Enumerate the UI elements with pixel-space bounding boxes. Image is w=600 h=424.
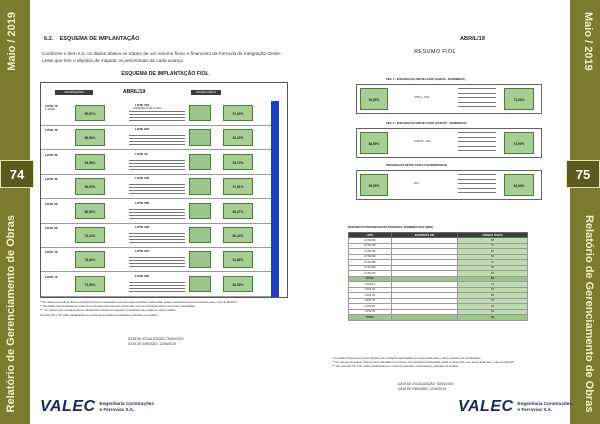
table-total-row — [349, 315, 528, 321]
logo-subtitle-line2: e Ferrovias S.A. — [517, 407, 553, 412]
resumo-block-label: FIOL — [414, 182, 420, 185]
table-cell: 88 — [457, 293, 527, 299]
sheet-head-contract: INFORMAÇÕES CONTRATUAIS — [55, 90, 93, 95]
footnote: * Os valores de avanço físico e financeiro foram calculados com base nas medições elaboradas pelas construtoras com acumulado até o mês de abril/19. — [40, 300, 238, 304]
table-cell: LOTE 01F — [349, 238, 392, 244]
table-cell: 47 — [457, 243, 527, 249]
right-notes — [332, 356, 562, 369]
right-page-number: 75 — [566, 160, 600, 188]
section-number: 6.2. — [44, 36, 54, 42]
left-page-number: 74 — [0, 160, 34, 188]
table-cell: 98 — [457, 238, 527, 244]
table-cell: 80 — [457, 276, 527, 282]
table-cell: LOTE 4F — [349, 298, 392, 304]
table-cell: LOTE 3F — [349, 293, 392, 299]
progress-table — [348, 232, 528, 321]
update-date: DATA DE ATUALIZAÇÃO: 30/04/2019 — [128, 337, 184, 341]
lot-right-pct: 89,27% — [223, 203, 253, 219]
table-cell: 93 — [457, 287, 527, 293]
lot-green-pct: 73,95% — [75, 276, 105, 292]
table-cell: LOTE 07F — [349, 271, 392, 277]
implantation-sheet — [40, 82, 288, 298]
lot-name: LOTE 1F — [45, 104, 58, 108]
issue-date: DATA DE EMISSÃO: 12/06/2019 — [398, 387, 446, 391]
col-header: LOTE — [349, 233, 392, 238]
table-cell: TOTAL — [349, 315, 392, 321]
left-side-band — [0, 0, 30, 424]
update-date: DATA DE ATUALIZAÇÃO: 30/04/2019 — [398, 382, 454, 386]
left-band-date: Maio / 2019 — [6, 12, 18, 71]
resumo-left-pct: 99,55% — [360, 174, 388, 196]
lot-name: LOTE 5F — [45, 201, 58, 206]
left-footnotes — [40, 300, 290, 317]
table-cell: 69 — [457, 309, 527, 315]
table-cell: 84 — [457, 315, 527, 321]
resumo-right-pct: 63,54% — [504, 174, 534, 196]
lot-service: LOTE 3F — [135, 151, 148, 156]
table-cell: LOTE 5F — [349, 304, 392, 310]
resumo-left-pct: 90,59% — [360, 88, 388, 110]
sheet-head-month: ABRIL/19 — [123, 89, 146, 95]
logo-subtitle — [100, 401, 154, 412]
lot-green-pct: 95,57% — [75, 105, 105, 121]
resumo-block-caption: FIOL 1 - INTEGRAÇÃO OESTE-LESTE (ILHÉUS - BARREIRAS) — [386, 78, 465, 81]
lot-service: LOTE 07F — [135, 249, 150, 254]
note: ** Os valores de avanço físico foram calculados com base nas medições elaboradas pelas construtoras com acumulado até o mês de abril/19. — [332, 360, 515, 365]
resumo-block-caption: FIOL 2 - INTEGRAÇÃO OESTE-LESTE (CAETITÉ - BARREIRAS) — [386, 122, 467, 125]
left-valec-logo — [40, 398, 154, 416]
table-cell: 76 — [457, 260, 527, 266]
left-date-notes — [128, 337, 183, 347]
table-cell: 84 — [457, 271, 527, 277]
table-cell: LOTE 02F — [349, 243, 392, 249]
lot-right-pct: 80,44% — [223, 227, 253, 243]
lot-right-pct: 97,91% — [223, 178, 253, 194]
table-cell: LOTE 2F — [349, 287, 392, 293]
logo-wordmark: VALEC — [40, 398, 96, 415]
lot-service-sub: CONSÓRCIO ELO FIOL — [133, 107, 162, 110]
table-cell: TOTAL — [349, 276, 392, 282]
table-cell: 93 — [457, 304, 527, 310]
table-cell: 74 — [457, 282, 527, 288]
right-date-notes — [398, 382, 453, 392]
implantation-table-title: ESQUEMA DE IMPLANTAÇÃO FIOL — [121, 71, 209, 77]
table-cell: LOTE 6F — [349, 309, 392, 315]
footnote: ** Os dados apresentados se referem à extensão dos lotes de construção ora em execução pelas empresas contratadas. — [40, 304, 196, 309]
lot-green-pct: 86,96% — [75, 203, 105, 219]
col-header: AVANÇO FÍSICO — [457, 233, 527, 238]
lot-service: LOTE 05F — [135, 200, 150, 205]
lot-green-pct: 95,99% — [75, 178, 105, 194]
resumo-right-pct: 72,90% — [504, 132, 534, 154]
lot-name: LOTE 4F — [45, 177, 58, 182]
lot-progress-cell — [189, 105, 211, 121]
logo-subtitle-line1: Engenharia Construções — [99, 401, 154, 407]
right-section-title: ABRIL/19 — [460, 36, 485, 42]
lot-right-pct: 97,55% — [223, 105, 253, 121]
resumo-block-label: LOTE 2F - FIOL — [414, 140, 432, 143]
col-header: EXTENSÃO KM — [391, 233, 457, 238]
lot-progress-cell — [189, 129, 211, 145]
lot-subtitle: 1ª FASE — [45, 108, 55, 111]
lot-name: LOTE 7F — [45, 250, 58, 255]
lot-right-pct: 92,30% — [223, 129, 253, 145]
table-cell: LOTE 06F — [349, 265, 392, 271]
lot-right-pct: 82,35% — [223, 276, 253, 292]
table-cell: LOTE 05F — [349, 260, 392, 266]
lot-service: LOTE 04F — [135, 176, 150, 181]
right-page — [300, 0, 600, 424]
lot-progress-cell — [189, 251, 211, 267]
right-band-date: Maio / 2019 — [582, 12, 594, 71]
resumo-block-caption: INTEGRAÇÃO OESTE-LESTE (FIGUEIRÓPOLIS) — [386, 164, 448, 167]
lot-progress-cell — [189, 203, 211, 219]
issue-date: DATA DE EMISSÃO: 12/06/2019 — [128, 342, 176, 346]
table-cell — [391, 315, 457, 321]
lot-green-pct: 75,33% — [75, 227, 105, 243]
lot-name: LOTE 2F — [45, 128, 58, 133]
resumo-left-pct: 88,89% — [360, 132, 388, 154]
note: *** Os lotes 2F, 3F e 4F estão paralisados por conta de questões contratuais e judiciais em análise. — [332, 364, 460, 369]
right-valec-logo — [458, 398, 572, 416]
lot-green-pct: 88,56% — [75, 129, 105, 145]
table-cell: LOTE 1F — [349, 282, 392, 288]
resumo-title: RESUMO FIOL — [414, 49, 456, 55]
lot-right-pct: 81,86% — [223, 251, 253, 267]
table-cell: 78 — [457, 298, 527, 304]
resumo-block-label: LOTE 1 - FIOL — [414, 96, 430, 99]
lot-progress-cell — [189, 276, 211, 292]
lot-green-pct: 78,84% — [75, 251, 105, 267]
resumo-right-pct: 73,09% — [504, 88, 534, 110]
logo-wordmark: VALEC — [458, 398, 514, 415]
note: * Os dados financeiros foram obtidos nas medições aprovadas com acumulado até o último relatório de fiscalização. — [332, 356, 482, 360]
table-cell: 82 — [457, 254, 527, 260]
section-title: ESQUEMA DE IMPLANTAÇÃO — [59, 36, 140, 42]
lot-service: LOTE 01F — [135, 103, 150, 107]
left-band-report-title: Relatório de Gerenciamento de Obras — [5, 214, 17, 412]
lot-progress-cell — [189, 227, 211, 243]
lot-progress-cell — [189, 154, 211, 170]
table-cell: 83 — [457, 265, 527, 271]
logo-subtitle — [518, 401, 572, 412]
table-cell: LOTE 03F — [349, 249, 392, 255]
logo-subtitle-line2: e Ferrovias S.A. — [99, 407, 135, 412]
sheet-head-progress: AVANÇO FÍSICO — [191, 90, 221, 95]
table-cell: 56 — [457, 249, 527, 255]
table-cell: LOTE 04F — [349, 254, 392, 260]
lot-name: LOTE 1F — [45, 274, 58, 279]
lot-right-pct: 94,72% — [223, 154, 253, 170]
lot-green-pct: 93,58% — [75, 154, 105, 170]
intro-paragraph: Conforme o item 5.2, os dados abaixo se tratam de um resumo físico e financeiro da Ferrovia de Integração Oeste-Leste que tem o objetivo de mapear os percentuais de cada avanço. — [42, 51, 282, 63]
progress-table-caption: RESUMO DO PROGRESSO DE EXPANSÃO TERMINOLOGIA (DIPA) — [348, 226, 434, 229]
right-band-report-title: Relatório de Gerenciamento de Obras — [583, 214, 595, 412]
lot-name: LOTE 6F — [45, 226, 58, 230]
section-heading — [44, 36, 139, 42]
footnote: Os lotes 2F e 3F estão paralisados por conta de questões contratuais e judiciais em análise. — [40, 312, 159, 317]
footnote: *** Os valores dos contratos foram atualizados conforme reajustes contratuais até a data do último aditivo. — [40, 308, 177, 313]
lot-progress-cell — [189, 178, 211, 194]
lot-service: LOTE 05F — [135, 273, 150, 278]
right-side-band — [570, 0, 600, 424]
lot-service: LOTE 06F — [135, 225, 150, 229]
blue-progress-column — [271, 101, 279, 297]
lot-service: LOTE 02F — [135, 127, 150, 132]
logo-subtitle-line1: Engenharia Construções — [517, 401, 572, 407]
lot-name: LOTE 3F — [45, 152, 58, 157]
